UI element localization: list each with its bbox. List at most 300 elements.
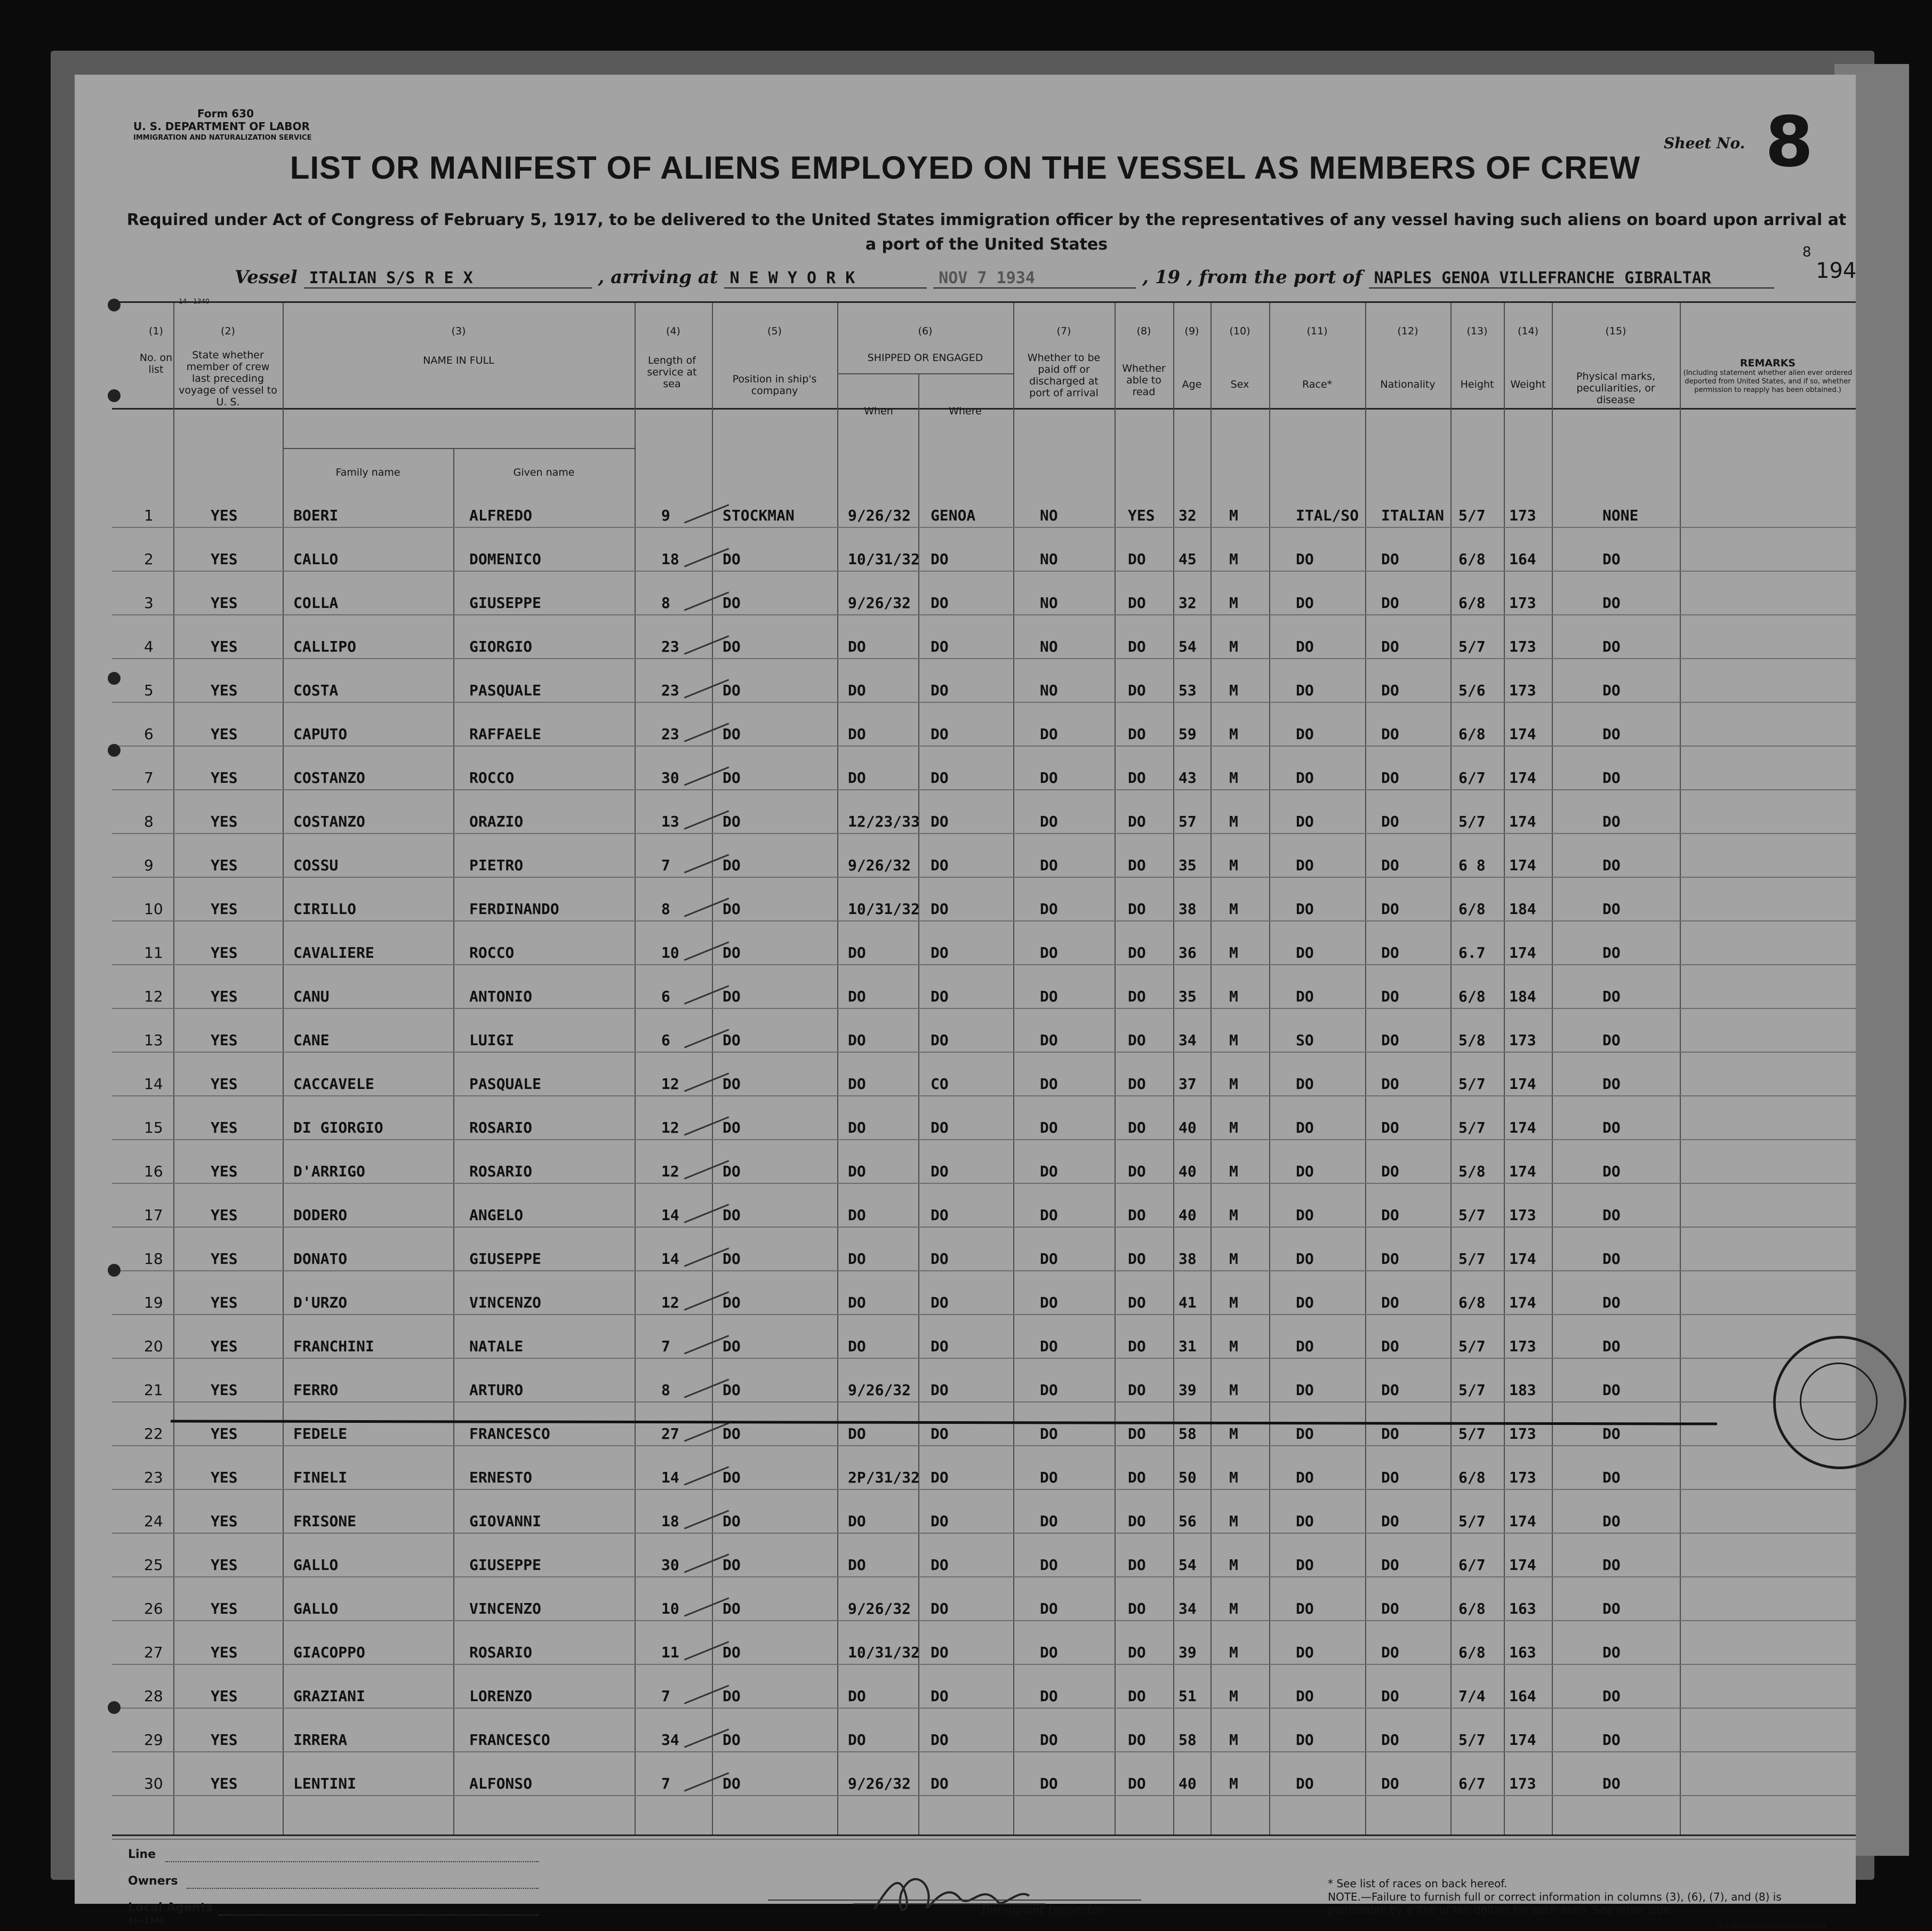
inspector-signature (843, 1850, 1120, 1930)
height-cell: 6/7 (1458, 1556, 1486, 1574)
paid-off-cell: DO (1040, 1556, 1058, 1574)
position-cell: DO (723, 1731, 741, 1749)
physical-marks-cell: DO (1602, 594, 1621, 612)
able-to-read-cell: DO (1128, 1294, 1146, 1311)
inspector-signature-line (768, 1900, 1141, 1901)
shipped-where-cell: DO (931, 988, 949, 1005)
row-number-cell: 17 (144, 1206, 163, 1224)
family-name-cell: FERRO (293, 1381, 339, 1399)
paid-off-cell: DO (1040, 1294, 1058, 1311)
given-name-cell: PASQUALE (469, 1075, 541, 1093)
sex-cell: M (1229, 682, 1238, 699)
given-name-cell: ERNESTO (469, 1469, 533, 1486)
page-subtitle: Required under Act of Congress of February 5, 1917, to be delivered to the United States immigration officer by the representatives of any vessel having such aliens on board upon arrival at a port of the United States (126, 211, 1847, 254)
sex-cell: M (1229, 1600, 1238, 1617)
weight-cell: 163 (1509, 1644, 1536, 1661)
consulate-seal (1773, 1336, 1906, 1469)
sex-cell: M (1229, 1337, 1238, 1355)
line-label: Line (128, 1848, 156, 1861)
shipped-when-cell: DO (848, 944, 866, 962)
physical-marks-cell: DO (1602, 1075, 1621, 1093)
length-of-service-cell: 14 (661, 1250, 679, 1268)
position-cell: DO (723, 1294, 741, 1311)
row-number-cell: 27 (144, 1644, 163, 1661)
shipped-when-cell: DO (848, 1075, 866, 1093)
able-to-read-cell: DO (1128, 725, 1146, 743)
physical-marks-cell: DO (1602, 1250, 1621, 1268)
shipped-when-cell: DO (848, 1031, 866, 1049)
row-rule (112, 964, 1856, 965)
able-to-read-cell: YES (1128, 507, 1155, 524)
row-rule (112, 833, 1856, 834)
height-cell: 5/7 (1458, 1731, 1486, 1749)
row-rule (112, 702, 1856, 703)
previous-voyage-cell: YES (211, 1250, 238, 1268)
height-cell: 6/7 (1458, 769, 1486, 787)
nationality-cell: DO (1381, 900, 1399, 918)
row-rule (112, 1052, 1856, 1053)
binder-hole-icon (108, 299, 121, 311)
given-name-cell: ALFREDO (469, 507, 533, 524)
race-cell: DO (1296, 1600, 1314, 1617)
sex-cell: M (1229, 1381, 1238, 1399)
given-name-cell: FRANCESCO (469, 1731, 550, 1749)
col6-header: SHIPPED OR ENGAGED (867, 352, 983, 364)
height-cell: 6/8 (1458, 1469, 1486, 1486)
nationality-cell: DO (1381, 1644, 1399, 1661)
given-name-cell: ALFONSO (469, 1775, 533, 1792)
position-cell: DO (723, 550, 741, 568)
manifest-sheet (75, 75, 1857, 1929)
position-cell: DO (723, 944, 741, 962)
previous-voyage-cell: YES (211, 1775, 238, 1792)
paid-off-cell: DO (1040, 1119, 1058, 1136)
able-to-read-cell: DO (1128, 1250, 1146, 1268)
given-name-cell: PASQUALE (469, 682, 541, 699)
family-name-cell: FEDELE (293, 1425, 348, 1443)
shipped-where-cell: DO (931, 856, 949, 874)
height-cell: 5/8 (1458, 1163, 1486, 1180)
position-cell: DO (723, 594, 741, 612)
position-cell: DO (723, 1250, 741, 1268)
family-name-cell: GALLO (293, 1556, 339, 1574)
length-of-service-cell: 30 (661, 769, 679, 787)
race-cell: DO (1296, 1250, 1314, 1268)
col9-number: (9) (1184, 325, 1199, 337)
row-number-cell: 13 (144, 1031, 163, 1049)
nationality-cell: DO (1381, 638, 1399, 655)
nationality-cell: DO (1381, 1119, 1399, 1136)
physical-marks-cell: DO (1602, 1731, 1621, 1749)
shipped-where-cell: DO (931, 1294, 949, 1311)
able-to-read-cell: DO (1128, 813, 1146, 830)
age-cell: 32 (1179, 594, 1197, 612)
age-cell: 51 (1179, 1687, 1197, 1705)
race-cell: DO (1296, 725, 1314, 743)
binder-hole-icon (108, 1701, 121, 1714)
age-cell: 37 (1179, 1075, 1197, 1093)
nationality-cell: DO (1381, 594, 1399, 612)
col15-header: Physical marks, peculiarities, or disease (1576, 371, 1656, 406)
previous-voyage-cell: YES (211, 1337, 238, 1355)
position-cell: DO (723, 682, 741, 699)
nationality-cell: DO (1381, 1556, 1399, 1574)
length-of-service-cell: 12 (661, 1294, 679, 1311)
col6-number: (6) (918, 325, 933, 337)
position-cell: DO (723, 725, 741, 743)
physical-marks-cell: DO (1602, 1469, 1621, 1486)
arriving-label: , arriving at (598, 267, 718, 288)
previous-voyage-cell: YES (211, 769, 238, 787)
vessel-line (235, 267, 1774, 289)
shipped-where-cell: DO (931, 550, 949, 568)
previous-voyage-cell: YES (211, 944, 238, 962)
paid-off-cell: DO (1040, 1644, 1058, 1661)
row-number-cell: 9 (144, 856, 154, 874)
paid-off-cell: NO (1040, 507, 1058, 524)
position-cell: DO (723, 1775, 741, 1792)
row-rule (112, 1139, 1856, 1140)
binder-hole-icon (108, 389, 121, 402)
given-name-cell: VINCENZO (469, 1294, 541, 1311)
age-cell: 40 (1179, 1119, 1197, 1136)
col7-header: Whether to be paid off or discharged at port of arrival (1027, 352, 1101, 399)
shipped-where-cell: DO (931, 944, 949, 962)
previous-voyage-cell: YES (211, 1687, 238, 1705)
row-number-cell: 18 (144, 1250, 163, 1268)
race-cell: ITAL/SO (1296, 507, 1359, 524)
given-name-cell: GIOVANNI (469, 1512, 541, 1530)
position-cell: DO (723, 638, 741, 655)
sex-cell: M (1229, 813, 1238, 830)
sex-cell: M (1229, 725, 1238, 743)
row-number-cell: 16 (144, 1163, 163, 1180)
shipped-when-cell: 9/26/32 (848, 1775, 911, 1792)
shipped-when-cell: DO (848, 1687, 866, 1705)
row-rule (112, 1095, 1856, 1096)
age-cell: 34 (1179, 1031, 1197, 1049)
inspector-label: Immigrant Inspector. (981, 1904, 1107, 1917)
family-name-cell: LENTINI (293, 1775, 357, 1792)
form-number: Form 630 (197, 107, 254, 120)
family-name-cell: CIRILLO (293, 900, 357, 918)
length-of-service-cell: 9 (661, 507, 670, 524)
row-number-cell: 1 (144, 507, 154, 524)
previous-voyage-cell: YES (211, 1556, 238, 1574)
physical-marks-cell: DO (1602, 988, 1621, 1005)
binder-hole-icon (108, 672, 121, 685)
race-cell: DO (1296, 1556, 1314, 1574)
physical-marks-cell: DO (1602, 682, 1621, 699)
shipped-when-cell: DO (848, 1337, 866, 1355)
able-to-read-cell: DO (1128, 1731, 1146, 1749)
height-cell: 5/7 (1458, 1425, 1486, 1443)
given-name-cell: NATALE (469, 1337, 524, 1355)
race-cell: DO (1296, 1512, 1314, 1530)
paid-off-cell: DO (1040, 813, 1058, 830)
given-name-cell: ANGELO (469, 1206, 524, 1224)
position-cell: DO (723, 988, 741, 1005)
race-cell: DO (1296, 594, 1314, 612)
col14-number: (14) (1517, 325, 1538, 337)
length-of-service-cell: 12 (661, 1075, 679, 1093)
weight-cell: 173 (1509, 1469, 1536, 1486)
sex-cell: M (1229, 856, 1238, 874)
col3-family-header: Family name (335, 467, 400, 478)
col9-header: Age (1182, 379, 1202, 390)
sheet-no-value: 8 (1765, 101, 1814, 182)
height-cell: 5/7 (1458, 1337, 1486, 1355)
weight-cell: 174 (1509, 769, 1536, 787)
able-to-read-cell: DO (1128, 944, 1146, 962)
family-name-cell: CACCAVELE (293, 1075, 374, 1093)
paid-off-cell: DO (1040, 1381, 1058, 1399)
shipped-when-cell: DO (848, 1425, 866, 1443)
sheet-no-label: Sheet No. (1664, 134, 1745, 152)
col5-number: (5) (767, 325, 782, 337)
position-cell: DO (723, 1600, 741, 1617)
sex-cell: M (1229, 1469, 1238, 1486)
shipped-when-cell: DO (848, 1512, 866, 1530)
col4-header: Length of service at sea (647, 355, 697, 390)
length-of-service-cell: 34 (661, 1731, 679, 1749)
previous-voyage-cell: YES (211, 1119, 238, 1136)
previous-voyage-cell: YES (211, 813, 238, 830)
shipped-when-cell: DO (848, 988, 866, 1005)
height-cell: 7/4 (1458, 1687, 1486, 1705)
previous-voyage-cell: YES (211, 1206, 238, 1224)
col10-header: Sex (1230, 379, 1249, 390)
weight-cell: 174 (1509, 1294, 1536, 1311)
paid-off-cell: DO (1040, 1031, 1058, 1049)
shipped-when-cell: DO (848, 682, 866, 699)
paid-off-cell: DO (1040, 856, 1058, 874)
height-cell: 6/7 (1458, 1775, 1486, 1792)
paid-off-cell: NO (1040, 682, 1058, 699)
given-name-cell: PIETRO (469, 856, 524, 874)
weight-cell: 173 (1509, 594, 1536, 612)
physical-marks-cell: DO (1602, 1775, 1621, 1792)
race-cell: DO (1296, 769, 1314, 787)
height-cell: 5/6 (1458, 682, 1486, 699)
age-cell: 43 (1179, 769, 1197, 787)
nationality-cell: DO (1381, 1469, 1399, 1486)
row-number-cell: 6 (144, 725, 154, 743)
height-cell: 5/7 (1458, 1075, 1486, 1093)
previous-voyage-cell: YES (211, 1163, 238, 1180)
position-cell: DO (723, 856, 741, 874)
sex-cell: M (1229, 1031, 1238, 1049)
given-name-cell: GIUSEPPE (469, 1556, 541, 1574)
length-of-service-cell: 12 (661, 1119, 679, 1136)
position-cell: DO (723, 813, 741, 830)
col2-header: State whether member of crew last preceding voyage of vessel to U. S. (179, 349, 277, 408)
age-cell: 40 (1179, 1163, 1197, 1180)
height-cell: 5/7 (1458, 813, 1486, 830)
length-of-service-cell: 10 (661, 1600, 679, 1617)
row-number-cell: 30 (144, 1775, 163, 1792)
able-to-read-cell: DO (1128, 1512, 1146, 1530)
shipped-where-cell: DO (931, 1119, 949, 1136)
shipped-where-cell: DO (931, 1031, 949, 1049)
paid-off-cell: DO (1040, 1731, 1058, 1749)
row-rule (112, 877, 1856, 878)
family-name-cell: FINELI (293, 1469, 348, 1486)
given-name-cell: LORENZO (469, 1687, 533, 1705)
col5-header: Position in ship's company (732, 373, 817, 397)
shipped-where-cell: DO (931, 1775, 949, 1792)
able-to-read-cell: DO (1128, 594, 1146, 612)
given-name-cell: DOMENICO (469, 550, 541, 568)
shipped-where-cell: DO (931, 1250, 949, 1268)
race-cell: DO (1296, 1163, 1314, 1180)
able-to-read-cell: DO (1128, 638, 1146, 655)
able-to-read-cell: DO (1128, 1775, 1146, 1792)
shipped-where-cell: DO (931, 1206, 949, 1224)
able-to-read-cell: DO (1128, 682, 1146, 699)
shipped-when-cell: 9/26/32 (848, 594, 911, 612)
age-cell: 39 (1179, 1381, 1197, 1399)
shipped-when-cell: 9/26/32 (848, 1600, 911, 1617)
length-of-service-cell: 6 (661, 988, 670, 1005)
height-cell: 6/8 (1458, 550, 1486, 568)
family-name-cell: CAVALIERE (293, 944, 374, 962)
able-to-read-cell: DO (1128, 550, 1146, 568)
shipped-where-cell: DO (931, 1425, 949, 1443)
given-name-cell: ROSARIO (469, 1119, 533, 1136)
departure-ports: NAPLES GENOA VILLEFRANCHE GIBRALTAR (1369, 269, 1774, 289)
sex-cell: M (1229, 1250, 1238, 1268)
physical-marks-cell: DO (1602, 900, 1621, 918)
race-cell: DO (1296, 1206, 1314, 1224)
previous-voyage-cell: YES (211, 1512, 238, 1530)
height-cell: 6/8 (1458, 1294, 1486, 1311)
age-cell: 41 (1179, 1294, 1197, 1311)
col14-header: Weight (1510, 379, 1546, 390)
given-name-cell: LUIGI (469, 1031, 515, 1049)
physical-marks-cell: DO (1602, 944, 1621, 962)
previous-voyage-cell: YES (211, 1731, 238, 1749)
nationality-cell: DO (1381, 1163, 1399, 1180)
family-name-cell: COLLA (293, 594, 339, 612)
weight-cell: 163 (1509, 1600, 1536, 1617)
row-number-cell: 3 (144, 594, 154, 612)
family-name-cell: GALLO (293, 1600, 339, 1617)
shipped-when-cell: DO (848, 1163, 866, 1180)
weight-cell: 173 (1509, 507, 1536, 524)
shipped-when-cell: DO (848, 1119, 866, 1136)
row-number-cell: 20 (144, 1337, 163, 1355)
height-cell: 5/7 (1458, 1119, 1486, 1136)
given-name-cell: ORAZIO (469, 813, 524, 830)
paid-off-cell: DO (1040, 1337, 1058, 1355)
shipped-where-cell: DO (931, 1469, 949, 1486)
col3-number: (3) (451, 325, 466, 337)
height-cell: 6/8 (1458, 988, 1486, 1005)
physical-marks-cell: DO (1602, 856, 1621, 874)
physical-marks-cell: DO (1602, 813, 1621, 830)
col3-given-header: Given name (513, 467, 575, 478)
row-rule (112, 1576, 1856, 1577)
row-number-cell: 25 (144, 1556, 163, 1574)
remarks-note: (Including statement whether alien ever ordered deported from United States, and if so, whether permission to reapply has been obtained.) (1683, 369, 1853, 394)
age-cell: 58 (1179, 1425, 1197, 1443)
race-cell: DO (1296, 1687, 1314, 1705)
previous-voyage-cell: YES (211, 900, 238, 918)
race-cell: SO (1296, 1031, 1314, 1049)
position-cell: DO (723, 1075, 741, 1093)
age-cell: 56 (1179, 1512, 1197, 1530)
page-title: LIST OR MANIFEST OF ALIENS EMPLOYED ON THE VESSEL AS MEMBERS OF CREW (290, 150, 1641, 186)
row-number-cell: 4 (144, 638, 154, 655)
length-of-service-cell: 7 (661, 1687, 670, 1705)
sex-cell: M (1229, 1425, 1238, 1443)
row-rule (112, 658, 1856, 659)
sex-cell: M (1229, 638, 1238, 655)
row-rule (112, 1839, 1856, 1840)
sex-cell: M (1229, 769, 1238, 787)
race-cell: DO (1296, 1381, 1314, 1399)
weight-cell: 174 (1509, 1556, 1536, 1574)
paid-off-cell: DO (1040, 900, 1058, 918)
weight-cell: 174 (1509, 1731, 1536, 1749)
physical-marks-cell: DO (1602, 1512, 1621, 1530)
col2-number: (2) (221, 325, 235, 337)
shipped-when-cell: 10/31/32 (848, 1644, 920, 1661)
able-to-read-cell: DO (1128, 1556, 1146, 1574)
family-name-cell: COSSU (293, 856, 339, 874)
row-number-cell: 29 (144, 1731, 163, 1749)
age-cell: 32 (1179, 507, 1197, 524)
previous-voyage-cell: YES (211, 1294, 238, 1311)
row-number-cell: 15 (144, 1119, 163, 1136)
given-name-cell: ROCCO (469, 944, 515, 962)
weight-cell: 174 (1509, 813, 1536, 830)
age-cell: 40 (1179, 1775, 1197, 1792)
shipped-where-cell: DO (931, 769, 949, 787)
vessel-label: Vessel (235, 267, 298, 288)
family-name-cell: CAPUTO (293, 725, 348, 743)
weight-cell: 173 (1509, 682, 1536, 699)
length-of-service-cell: 14 (661, 1469, 679, 1486)
physical-marks-cell: DO (1602, 1600, 1621, 1617)
row-number-cell: 24 (144, 1512, 163, 1530)
length-of-service-cell: 10 (661, 944, 679, 962)
nationality-cell: DO (1381, 1687, 1399, 1705)
age-cell: 35 (1179, 856, 1197, 874)
from-port-label: , from the port of (1186, 267, 1362, 288)
able-to-read-cell: DO (1128, 1075, 1146, 1093)
race-cell: DO (1296, 944, 1314, 962)
row-number-cell: 26 (144, 1600, 163, 1617)
shipped-when-cell: 2P/31/32 (848, 1469, 920, 1486)
length-of-service-cell: 18 (661, 1512, 679, 1530)
row-rule (112, 746, 1856, 747)
age-cell: 38 (1179, 900, 1197, 918)
row-number-cell: 28 (144, 1687, 163, 1705)
shipped-when-cell: DO (848, 1731, 866, 1749)
row-number-cell: 22 (144, 1425, 163, 1443)
height-cell: 6/8 (1458, 1644, 1486, 1661)
previous-voyage-cell: YES (211, 1469, 238, 1486)
race-cell: DO (1296, 1337, 1314, 1355)
previous-voyage-cell: YES (211, 725, 238, 743)
form-code: 14—1340 (179, 298, 210, 305)
nationality-cell: DO (1381, 1425, 1399, 1443)
row-rule (112, 1620, 1856, 1621)
position-cell: STOCKMAN (723, 507, 795, 524)
family-name-cell: CALLO (293, 550, 339, 568)
